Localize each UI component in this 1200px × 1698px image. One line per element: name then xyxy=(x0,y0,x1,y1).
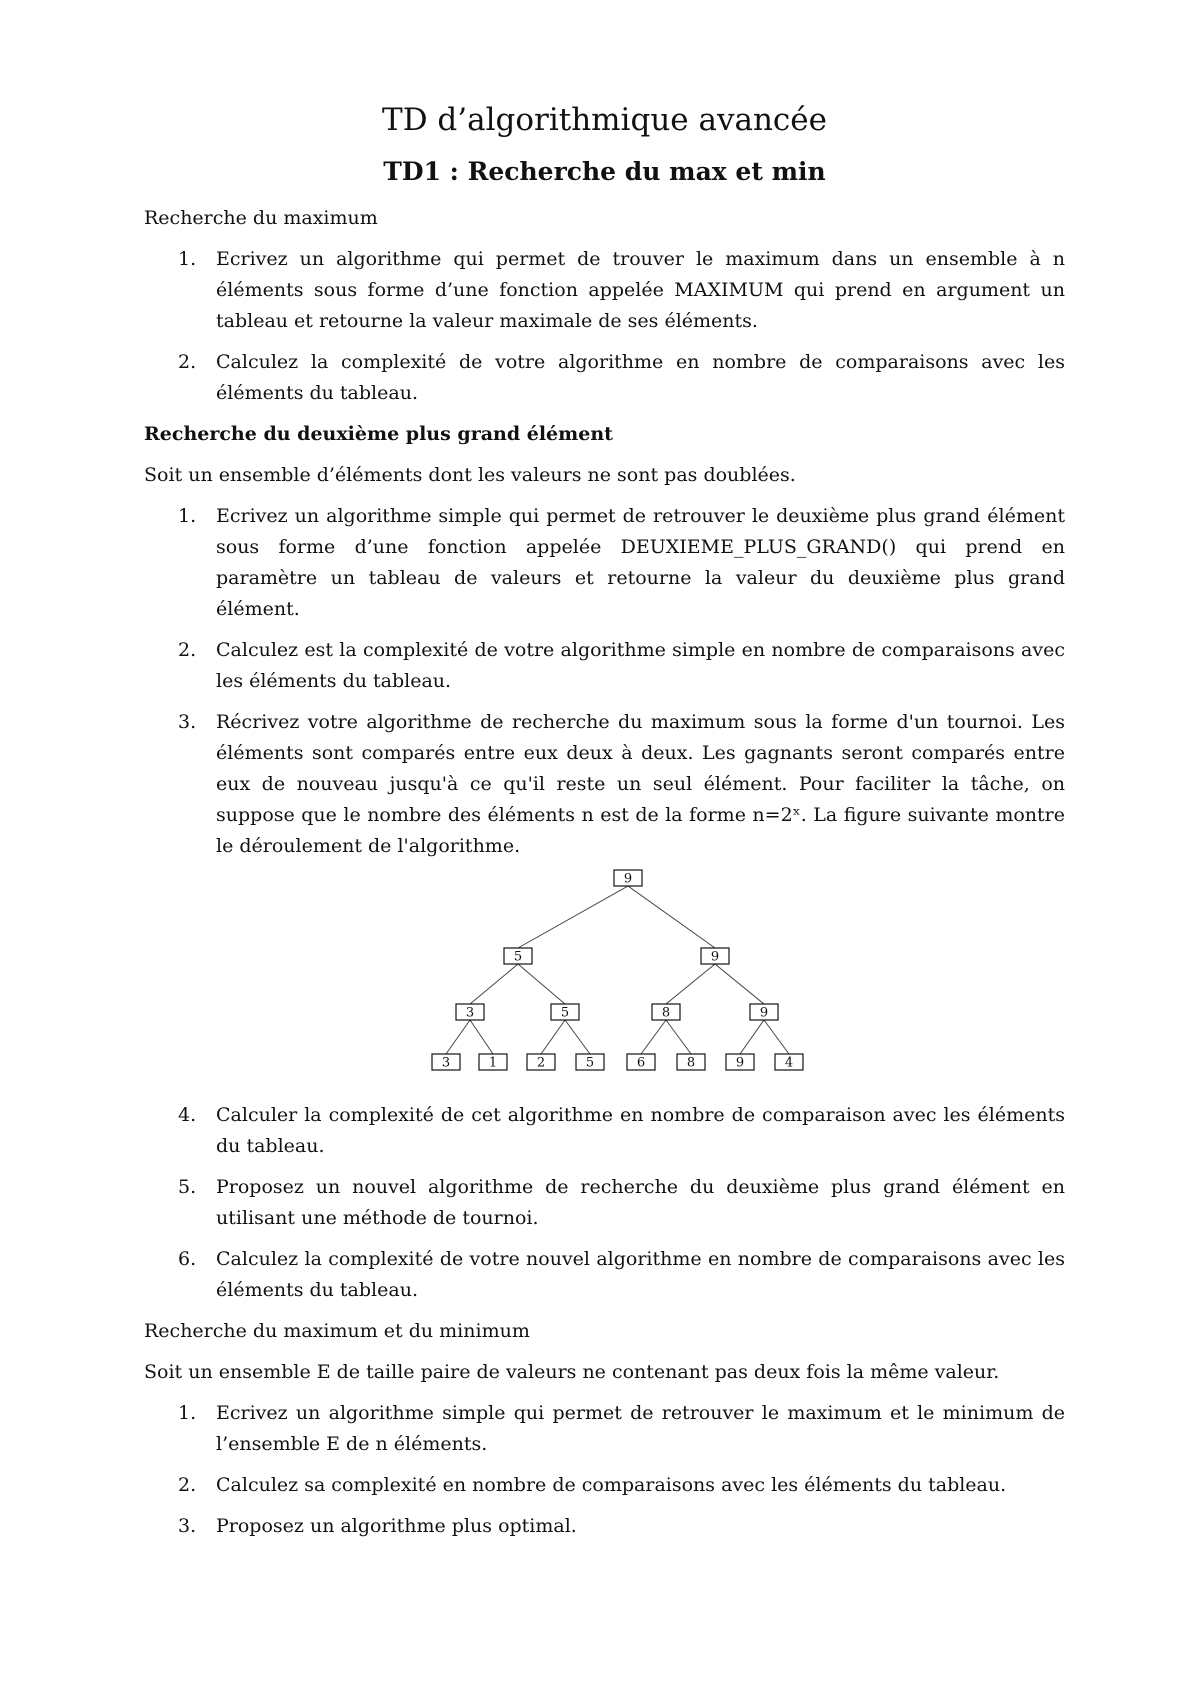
tree-node-value: 9 xyxy=(735,1055,745,1071)
document-title: TD d’algorithmique avancée xyxy=(382,102,827,138)
section-heading-maximum: Recherche du maximum xyxy=(144,207,378,229)
tree-node xyxy=(701,948,729,965)
tree-node xyxy=(750,1004,778,1021)
item-number: 1. xyxy=(178,505,197,527)
list-item xyxy=(144,1470,1065,1501)
item-number: 5. xyxy=(178,1176,197,1198)
tree-edge xyxy=(470,964,518,1004)
item-number: 3. xyxy=(178,1515,197,1537)
tree-node-value: 5 xyxy=(585,1055,595,1071)
subtitle-and: et xyxy=(726,157,772,186)
tree-edge xyxy=(740,1020,764,1054)
item-text: Calculer la complexité de cet algorithme en nombre de comparaison avec les éléments du tableau. xyxy=(216,1104,1065,1157)
tree-edge xyxy=(565,1020,590,1054)
section-heading-max-min: Recherche du maximum et du minimum xyxy=(144,1320,530,1342)
tree-node-value: 3 xyxy=(465,1005,475,1021)
subtitle-min: min xyxy=(771,157,826,186)
subtitle-max: max xyxy=(669,157,727,186)
tree-edge xyxy=(470,1020,493,1054)
item-text: Calculez sa complexité en nombre de comparaisons avec les éléments du tableau. xyxy=(216,1474,1007,1496)
tree-node-value: 2 xyxy=(536,1055,546,1071)
tree-edge xyxy=(715,964,764,1004)
tree-node xyxy=(456,1004,484,1021)
tree-edge xyxy=(666,1020,691,1054)
tree-leaf-node xyxy=(527,1054,555,1071)
tree-node xyxy=(652,1004,680,1021)
item-text: Ecrivez un algorithme simple qui permet de retrouver le deuxième plus grand élément sous forme d’une fonction appelée DEUXIEME_PLUS_GRAND() qui prend en paramètre un tableau de valeurs et retourne la valeur du deuxième plus grand élément. xyxy=(216,505,1065,620)
section-heading-second-largest: Recherche du deuxième plus grand élément xyxy=(144,423,613,445)
item-text: Ecrivez un algorithme simple qui permet de retrouver le maximum et le minimum de l’ensemble E de n éléments. xyxy=(216,1402,1065,1455)
tree-leaf-node xyxy=(576,1054,604,1071)
list-item xyxy=(144,707,1065,862)
subtitle-text: : Recherche du xyxy=(440,157,670,186)
tree-node-value: 8 xyxy=(661,1005,671,1021)
list-item xyxy=(144,1398,1065,1460)
tournament-tree-diagram xyxy=(144,866,1065,1088)
tree-edge xyxy=(446,1020,470,1054)
section-maximum-list xyxy=(144,244,1065,409)
item-text: Proposez un algorithme plus optimal. xyxy=(216,1515,577,1537)
list-item xyxy=(144,347,1065,409)
tree-node-value: 5 xyxy=(513,949,523,965)
item-number: 2. xyxy=(178,639,197,661)
item-number: 6. xyxy=(178,1248,197,1270)
item-text: Proposez un nouvel algorithme de recherche du deuxième plus grand élément en utilisant une méthode de tournoi. xyxy=(216,1176,1065,1229)
item-number: 4. xyxy=(178,1104,197,1126)
tree-leaf-node xyxy=(432,1054,460,1071)
tree-node-value: 8 xyxy=(686,1055,696,1071)
list-item xyxy=(144,1511,1065,1542)
tree-edge xyxy=(541,1020,565,1054)
item-text: Récrivez votre algorithme de recherche du maximum sous la forme d'un tournoi. Les éléments sont comparés entre eux deux à deux. Les gagnants seront comparés entre eux de nouveau jusqu'à ce qu'il reste un seul élément. Pour faciliter la tâche, on suppose que le nombre des éléments n est de la forme n=2ˣ. La figure suivante montre le déroulement de l'algorithme. xyxy=(216,711,1065,857)
tree-leaf-node xyxy=(627,1054,655,1071)
section-intro-second-largest: Soit un ensemble d’éléments dont les valeurs ne sont pas doublées. xyxy=(144,464,796,486)
tree-edge xyxy=(666,964,715,1004)
section-max-min-list xyxy=(144,1398,1065,1542)
item-number: 1. xyxy=(178,1402,197,1424)
item-number: 1. xyxy=(178,248,197,270)
list-item xyxy=(144,244,1065,337)
item-number: 2. xyxy=(178,1474,197,1496)
item-text: Calculez la complexité de votre nouvel algorithme en nombre de comparaisons avec les éléments du tableau. xyxy=(216,1248,1065,1301)
tree-node-value: 9 xyxy=(623,871,633,887)
tree-edge xyxy=(641,1020,666,1054)
document-subtitle xyxy=(144,156,1065,188)
list-item xyxy=(144,635,1065,697)
tree-leaf-node xyxy=(726,1054,754,1071)
tree-node-value: 6 xyxy=(636,1055,646,1071)
tree-node xyxy=(504,948,532,965)
tree-node-value: 9 xyxy=(759,1005,769,1021)
list-item xyxy=(144,1172,1065,1234)
tree-node xyxy=(551,1004,579,1021)
tree-node-value: 9 xyxy=(710,949,720,965)
item-text: Calculez est la complexité de votre algorithme simple en nombre de comparaisons avec les éléments du tableau. xyxy=(216,639,1065,692)
tree-root-node xyxy=(614,870,642,887)
document-body xyxy=(144,203,1065,1552)
list-item xyxy=(144,501,1065,625)
tree-leaf-node xyxy=(775,1054,803,1071)
item-text: Ecrivez un algorithme qui permet de trouver le maximum dans un ensemble à n éléments sous forme d’une fonction appelée MAXIMUM qui prend en argument un tableau et retourne la valeur maximale de ses éléments. xyxy=(216,248,1065,332)
tree-node-value: 5 xyxy=(560,1005,570,1021)
list-item xyxy=(144,1100,1065,1162)
tree-node-value: 1 xyxy=(488,1055,498,1071)
list-item xyxy=(144,1244,1065,1306)
subtitle-td-number: TD1 xyxy=(383,157,441,186)
item-number: 3. xyxy=(178,711,197,733)
section-second-largest-list xyxy=(144,501,1065,862)
tree-node-value: 3 xyxy=(441,1055,451,1071)
tree-leaf-node xyxy=(677,1054,705,1071)
tree-edge xyxy=(764,1020,789,1054)
tree-edge xyxy=(518,886,628,948)
tree-edge xyxy=(518,964,565,1004)
item-number: 2. xyxy=(178,351,197,373)
tournament-tree-figure xyxy=(144,866,1065,1088)
tree-node-value: 4 xyxy=(784,1055,794,1071)
tree-leaf-node xyxy=(479,1054,507,1071)
tree-edge xyxy=(628,886,715,948)
section-second-largest-list-continued xyxy=(144,1100,1065,1306)
section-intro-max-min: Soit un ensemble E de taille paire de valeurs ne contenant pas deux fois la même valeur. xyxy=(144,1361,1000,1383)
item-text: Calculez la complexité de votre algorithme en nombre de comparaisons avec les éléments du tableau. xyxy=(216,351,1065,404)
